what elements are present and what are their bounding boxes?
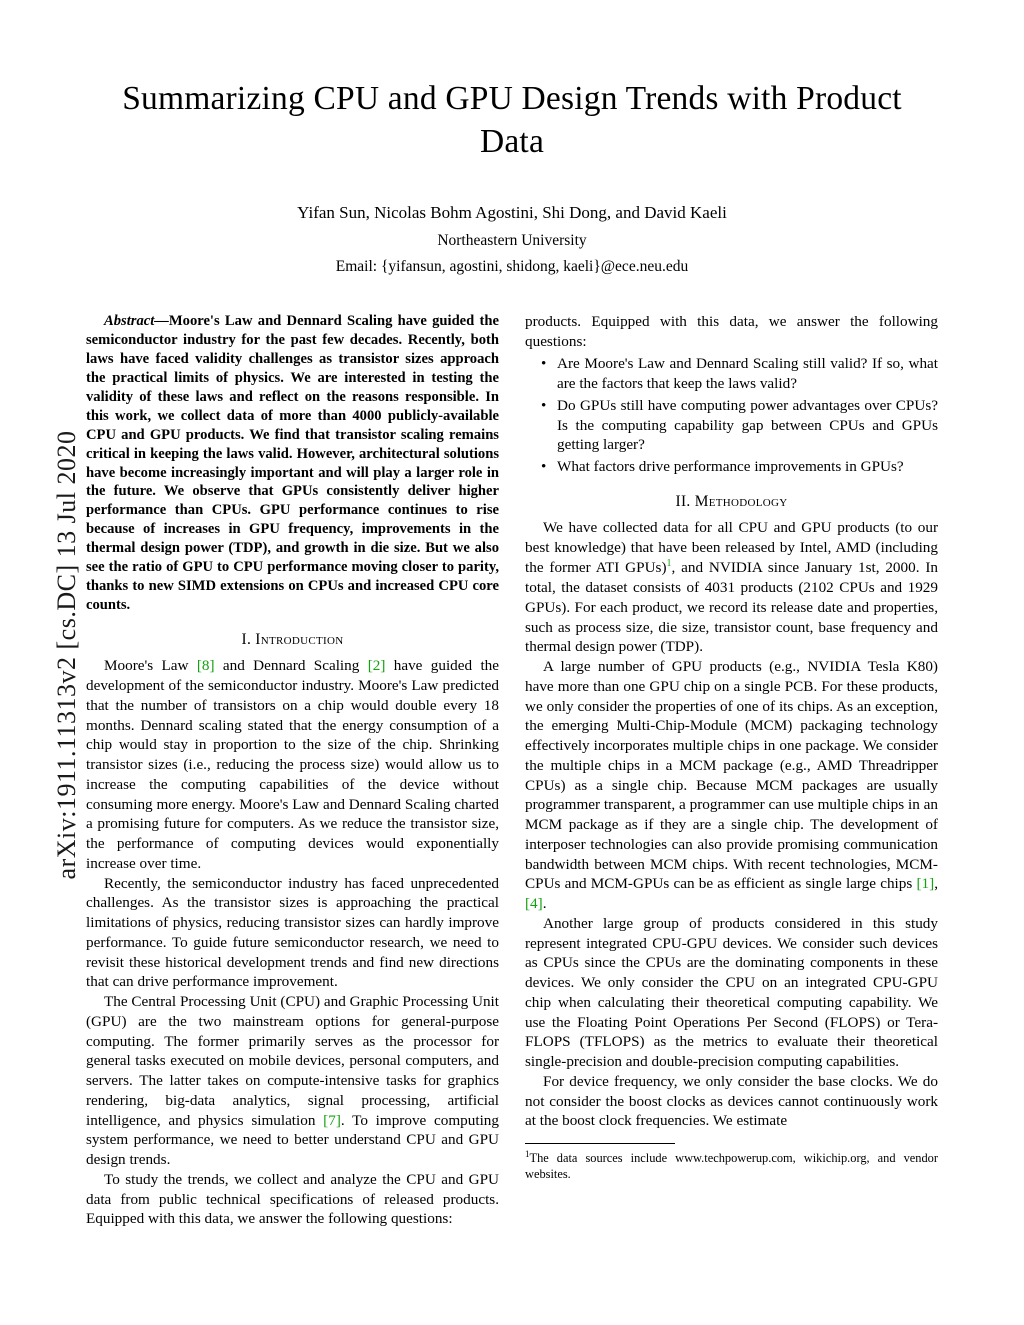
abstract bbox=[86, 312, 499, 616]
section-title: Introduction bbox=[255, 631, 344, 649]
author-list: Yifan Sun, Nicolas Bohm Agostini, Shi Dong, and David Kaeli bbox=[297, 202, 727, 222]
list-item: • Are Moore's Law and Dennard Scaling still valid? If so, what are the factors that keep the laws valid? bbox=[547, 354, 938, 394]
section-number: II. bbox=[675, 492, 691, 510]
footnote-1 bbox=[525, 1149, 938, 1183]
method-p2-part-b: , bbox=[934, 875, 938, 893]
left-column bbox=[86, 312, 499, 1229]
citation-1[interactable]: [1] bbox=[916, 875, 935, 893]
methodology-paragraph-4: For device frequency, we only consider the base clocks. We do not consider the boost clocks as devices cannot continuously work at the boost clock frequencies. We estimate bbox=[525, 1072, 938, 1130]
section-number: I. bbox=[241, 631, 252, 649]
methodology-paragraph-3: Another large group of products considered in this study represent integrated CPU-GPU devices. We consider such devices as CPUs since the CPUs are the dominating components in these devices. We only consider the CPU on an integrated CPU-GPU chip when calculating their theoretical computing capability. We use the Floating Point Operations Per Second (FLOPS) or Tera-FLOPS (TFLOPS) as the metrics to evaluate their theoretical single-precision and double-precision computing capabilities. bbox=[525, 914, 938, 1071]
section-heading-introduction bbox=[86, 631, 499, 649]
method-p2-part-a: A large number of GPU products (e.g., NVIDIA Tesla K80) have more than one GPU chip on a single PCB. For these products, we only consider the properties of one of its chips. As an exception, the emerging Multi-Chip-Module (MCM) packaging technology effectively incorporates multiple chips in one package. We consider the multiple chips in a MCM package (e.g., AMD Threadripper CPUs) as a single chip. Because MCM packages are usually programmer transparent, a programmer can use multiple chips in an MCM package as if they are a single chip. The development of interposer technologies can also provide promising communication bandwidth between MCM chips. With recent technologies, MCM-CPUs and MCM-GPUs can be as efficient as single large chips bbox=[525, 658, 938, 893]
intro-p1-part-a: Moore's Law bbox=[104, 657, 197, 675]
intro-paragraph-2: Recently, the semiconductor industry has faced unprecedented challenges. As the transistor sizes is approaching the practical limitations of physics, reducing transistor sizes can hardly improve performance. To guide future semiconductor research, we need to revisit these historical development trends and find new directions that can drive performance improvement. bbox=[86, 874, 499, 991]
citation-4[interactable]: [4] bbox=[525, 895, 543, 913]
intro-paragraph-1 bbox=[86, 656, 499, 873]
paper-page bbox=[86, 60, 938, 1229]
methodology-paragraph-1 bbox=[525, 518, 938, 657]
citation-2[interactable]: [2] bbox=[367, 657, 386, 675]
right-column bbox=[525, 312, 938, 1229]
arxiv-stamp: arXiv:1911.11313v2 [cs.DC] 13 Jul 2020 bbox=[52, 430, 81, 880]
citation-8[interactable]: [8] bbox=[196, 657, 215, 675]
two-column-body bbox=[86, 312, 938, 1229]
email-line: Email: {yifansun, agostini, shidong, kaeli}@ece.neu.edu bbox=[335, 257, 689, 275]
intro-p3-part-a: The Central Processing Unit (CPU) and Graphic Processing Unit (GPU) are the two mainstream options for general-purpose computing. The former primarily serves as the processor for general tasks executed on mobile devices, personal computers, and servers. The latter takes on compute-intensive tasks for graphics rendering, big-data analytics, signal processing, artificial intelligence, and physics simulation bbox=[86, 993, 499, 1129]
intro-p3-part-b: . To improve computing system performance, we need to better understand CPU and GPU design trends. bbox=[86, 1111, 499, 1168]
intro-paragraph-4-continued: products. Equipped with this data, we answer the following questions: bbox=[525, 312, 938, 350]
section-heading-methodology bbox=[525, 493, 938, 511]
method-p1-part-b: , and NVIDIA since January 1st, 2000. In total, the dataset consists of 4031 products (2102 CPUs and 1929 GPUs). For each product, we record its release date and properties, such as process size, die size, transistor count, base frequency and thermal design power (TDP). bbox=[525, 559, 938, 656]
intro-paragraph-4-start: To study the trends, we collect and analyze the CPU and GPU data from public technical specifications of released products. Equipped with this data, we answer the following questions: bbox=[86, 1170, 499, 1228]
footnote-marker-1[interactable]: 1 bbox=[666, 558, 672, 570]
citation-7[interactable]: [7] bbox=[323, 1111, 341, 1129]
research-questions-list bbox=[525, 354, 938, 477]
method-p1-part-a: We have collected data for all CPU and GPU products (to our best knowledge) that have been released by Intel, AMD (including the former ATI GPUs) bbox=[525, 518, 938, 577]
method-p2-part-c: . bbox=[542, 895, 547, 913]
footnote-number: 1 bbox=[525, 1149, 530, 1160]
list-item: • What factors drive performance improvements in GPUs? bbox=[547, 457, 938, 477]
intro-p1-part-b: and Dennard Scaling bbox=[214, 657, 368, 675]
footnote-divider bbox=[525, 1143, 675, 1144]
list-item: • Do GPUs still have computing power advantages over CPUs? Is the computing capability gap between CPUs and GPUs getting larger? bbox=[547, 396, 938, 455]
intro-p1-part-c: have guided the development of the semiconductor industry. Moore's Law predicted that the number of transistors on a chip would double every 18 months. Dennard scaling stated that the energy consumption of a chip would stay in proportion to the size of the chip. Shrinking transistor sizes (i.e., reducing the process size) would allow us to increase the computing capabilities of the device without consuming more energy. Moore's Law and Dennard Scaling charted a promising future for computers. As we reduce the transistor size, the performance of computing devices would exponentially increase over time. bbox=[86, 657, 499, 872]
methodology-paragraph-2 bbox=[525, 657, 938, 914]
page-title: Summarizing CPU and GPU Design Trends with Product Data bbox=[122, 80, 902, 160]
intro-paragraph-3 bbox=[86, 992, 499, 1170]
abstract-lead: Abstract— bbox=[104, 312, 169, 329]
abstract-body: Moore's Law and Dennard Scaling have guided the semiconductor industry for the past few decades. Recently, both laws have faced validity challenges as transistor sizes approach the practical limits of physics. We are interested in testing the validity of these laws and reflect on the reasons responsible. In this work, we collect data of more than 4000 publicly-available CPU and GPU products. We find that transistor scaling remains critical in keeping the laws valid. However, architectural solutions have become increasingly important and will play a larger role in the future. We observe that GPUs consistently deliver higher performance than CPUs. GPU performance continues to rise because of increases in GPU frequency, improvements in the thermal design power (TDP), and growth in die size. But we also see the ratio of GPU to CPU performance moving closer to parity, thanks to new SIMD extensions on CPUs and increased CPU core counts. bbox=[86, 312, 499, 614]
affiliation: Northeastern University bbox=[437, 232, 587, 250]
section-title: Methodology bbox=[694, 492, 788, 510]
footnote-text: The data sources include www.techpowerup.com, wikichip.org, and vendor websites. bbox=[525, 1151, 938, 1182]
